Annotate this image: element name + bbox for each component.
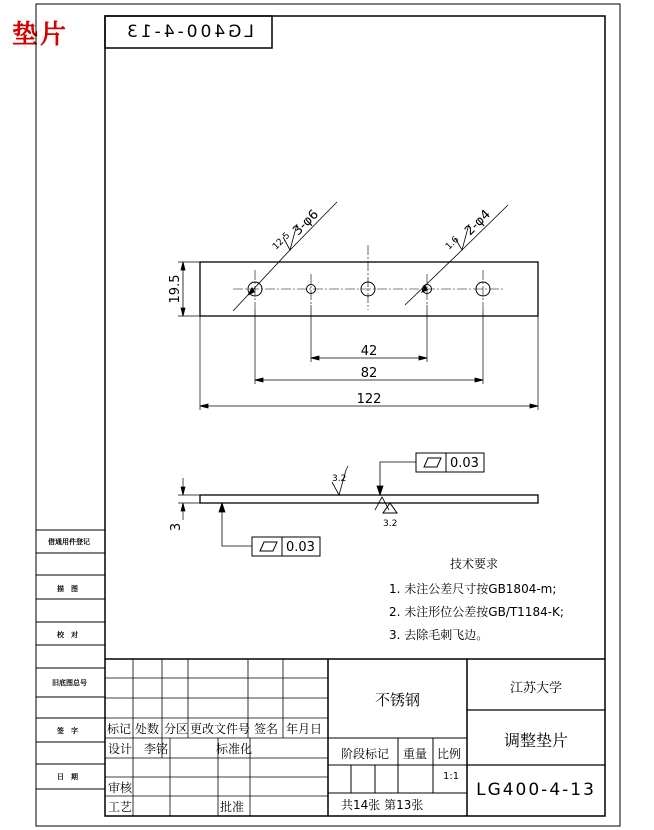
flatness-top-leader xyxy=(377,462,416,495)
tb-process: 工艺 xyxy=(108,800,133,814)
tb-rev-doc: 更改文件号 xyxy=(190,722,251,736)
tb-approve: 批准 xyxy=(220,800,245,814)
side-label-check: 校 对 xyxy=(57,631,78,639)
dim-122: 122 xyxy=(356,392,382,407)
tb-scale: 比例 xyxy=(437,747,462,761)
callout-2-phi4: 2-φ4 xyxy=(462,207,494,239)
tb-part-name: 调整垫片 xyxy=(503,731,568,750)
flatness-top-value: 0.03 xyxy=(450,456,479,471)
tb-standardize: 标准化 xyxy=(216,742,253,756)
tb-rev-count: 处数 xyxy=(135,722,160,736)
tb-weight: 重量 xyxy=(403,747,428,761)
flatness-bottom-leader xyxy=(219,503,252,546)
thickness-dim xyxy=(178,478,200,520)
tb-rev-date: 年月日 xyxy=(286,722,323,736)
tech-req-item-2: 2. 未注形位公差按GB/T1184-K; xyxy=(389,605,564,619)
side-label-trace: 描 图 xyxy=(57,585,78,593)
dim-thickness: 3 xyxy=(169,522,184,532)
roughness-12-5: 12.5 xyxy=(271,230,293,253)
mirrored-code-box xyxy=(105,16,272,48)
side-label-old-base: 旧底图总号 xyxy=(52,679,87,687)
tech-req-item-1: 1. 未注公差尺寸按GB1804-m; xyxy=(389,582,557,596)
part-name-red: 垫片 xyxy=(12,20,69,50)
mirrored-code-text: LG400-4-13 xyxy=(123,22,254,42)
datum-triangle xyxy=(383,503,397,513)
dim-42: 42 xyxy=(360,344,378,359)
tb-designer: 李铭 xyxy=(144,742,169,756)
dim-height: 19.5 xyxy=(168,274,183,304)
plate-side-view xyxy=(200,495,538,503)
tb-sheets: 共14张 第13张 xyxy=(341,798,424,812)
tb-material: 不锈钢 xyxy=(374,691,420,709)
extension-lines xyxy=(178,262,538,410)
tb-drawing-no: LG400-4-13 xyxy=(476,780,596,800)
roughness-1-6: 1.6 xyxy=(444,234,462,253)
tb-review: 审核 xyxy=(108,781,133,795)
tb-rev-sign: 签名 xyxy=(254,722,279,736)
tb-design-label: 设计 xyxy=(108,742,133,756)
tech-req-title: 技术要求 xyxy=(450,557,499,571)
tech-req-item-3: 3. 去除毛刺飞边。 xyxy=(389,628,489,642)
roughness-top-value: 3.2 xyxy=(332,474,347,484)
dim-82: 82 xyxy=(360,366,378,381)
dimension-lines xyxy=(181,262,538,408)
leader-small-holes xyxy=(405,205,508,305)
tb-rev-zone: 分区 xyxy=(164,722,189,736)
side-label-date: 日 期 xyxy=(57,773,78,781)
hole-centerlines xyxy=(255,245,483,310)
tb-scale-value: 1:1 xyxy=(443,771,460,782)
tb-company: 江苏大学 xyxy=(509,681,562,696)
tb-rev-mark: 标记 xyxy=(107,722,132,736)
roughness-bottom-value: 3.2 xyxy=(383,519,398,529)
side-column-lines xyxy=(36,530,105,789)
callout-3-phi6: 3-φ6 xyxy=(290,207,322,239)
tb-stage-mark: 阶段标记 xyxy=(341,747,390,761)
side-label-sign: 签 字 xyxy=(57,727,78,735)
side-label-borrowed: 借通用件登记 xyxy=(48,538,90,546)
flatness-bottom-value: 0.03 xyxy=(286,540,315,555)
